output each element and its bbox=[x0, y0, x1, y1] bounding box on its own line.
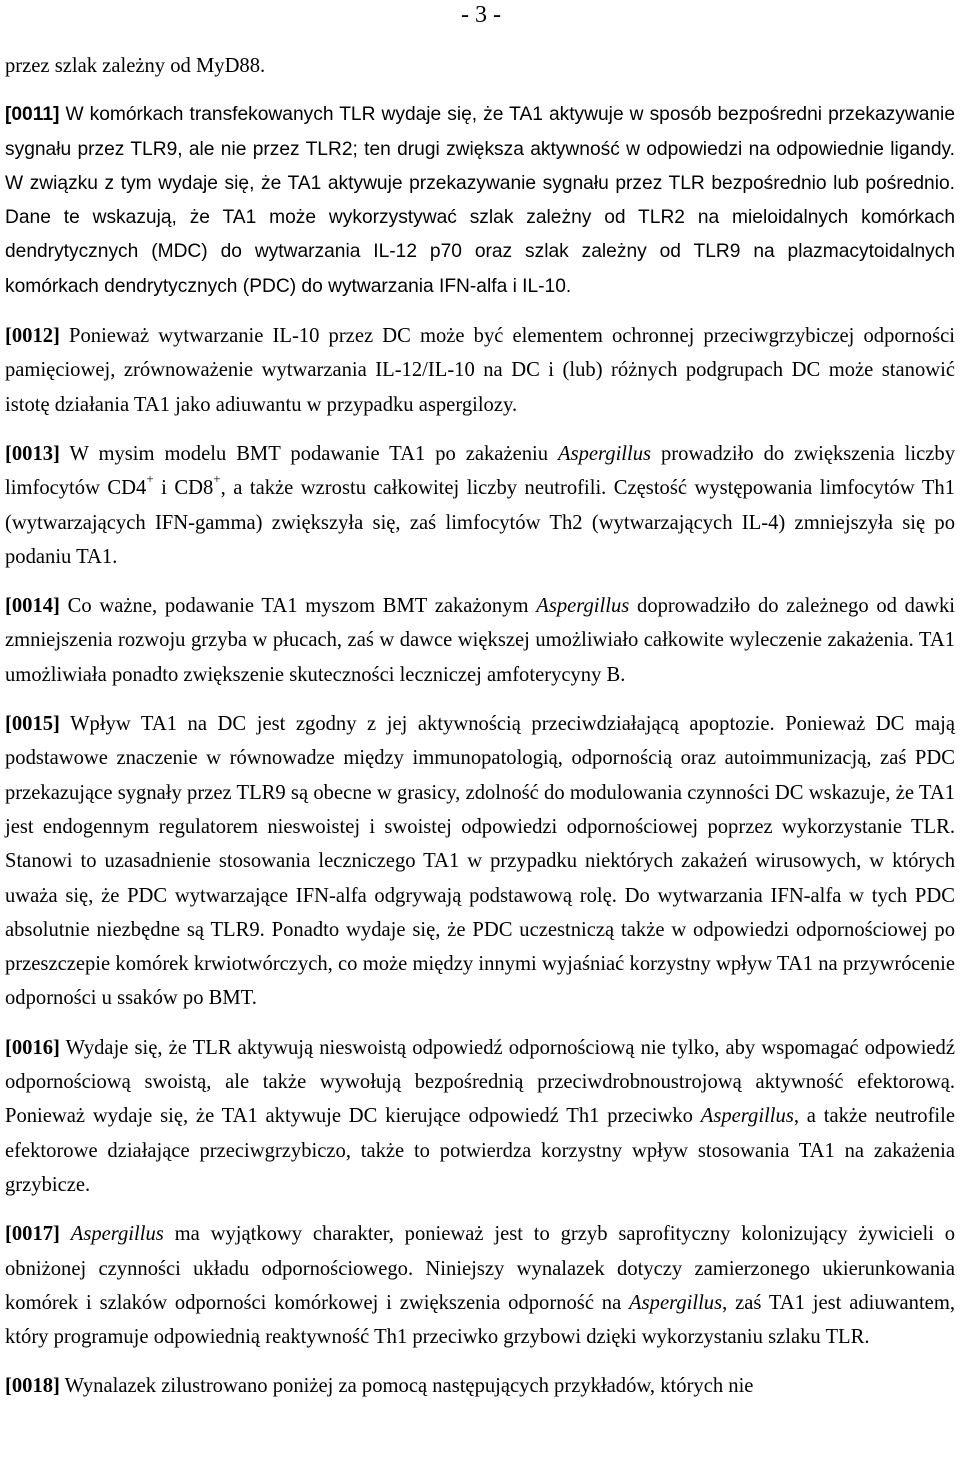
paragraph-number: [0012] bbox=[5, 325, 60, 348]
paragraph-0011 bbox=[5, 98, 955, 304]
paragraph-number: [0018] bbox=[5, 1375, 60, 1398]
paragraph-continuation bbox=[5, 49, 955, 83]
paragraph-0017 bbox=[5, 1217, 955, 1354]
paragraph-text: , a także wzrostu całkowitej liczby neutrofili. Częstość występowania limfocytów Th1 (wytwarzających IFN-gamma) zwiększyła się, zaś limfocytów Th2 (wytwarzających IL-4) zmniejszyła się po podaniu TA1. bbox=[5, 477, 955, 568]
paragraph-text: Co ważne, podawanie TA1 myszom BMT zakażonym bbox=[59, 595, 537, 618]
paragraph-0013 bbox=[5, 437, 955, 574]
document-body bbox=[5, 49, 955, 1419]
paragraph-text: , zaś TA1 jest adiuwantem, który programuje odpowiednią reaktywność Th1 przeciwko grzybowi dzięki wykorzystaniu szlaku TLR. bbox=[5, 1291, 955, 1349]
paragraph-text bbox=[60, 1223, 71, 1245]
superscript: + bbox=[146, 471, 154, 487]
italic-term: Aspergillus bbox=[558, 442, 652, 465]
paragraph-0015 bbox=[5, 707, 955, 1016]
paragraph-number: [0017] bbox=[5, 1223, 60, 1246]
paragraph-text: Wynalazek zilustrowano poniżej za pomocą następujących przykładów, których nie bbox=[59, 1375, 754, 1398]
paragraph-text: i CD8 bbox=[153, 477, 214, 500]
italic-term: Aspergillus bbox=[70, 1223, 164, 1246]
page-number: - 3 - bbox=[461, 2, 501, 28]
paragraph-0014 bbox=[5, 589, 955, 692]
paragraph-text: ma wyjątkowy charakter, ponieważ jest to grzyb saprofityczny kolonizujący żywicieli o obniżonej czynności układu odpornościowego. Niniejszy wynalazek dotyczy zamierzonego ukierunkowania komórek i szlaków odporności komórkowej i zwiększenia odporność na bbox=[5, 1223, 956, 1314]
paragraph-0018 bbox=[5, 1369, 955, 1403]
paragraph-number: [0013] bbox=[5, 442, 60, 465]
paragraph-text: W komórkach transfekowanych TLR wydaje się, że TA1 aktywuje w sposób bezpośredni przekazywanie sygnału przez TLR9, ale nie przez TLR2; ten drugi zwiększa aktywność w odpowiedzi na odpowiednie ligandy. W związku z tym wydaje się, że TA1 aktywuje przekazywanie sygnału przez TLR bezpośrednio lub pośrednio. Dane te wskazują, że TA1 może wykorzystywać szlak zależny od TLR2 na mieloidalnych komórkach dendrytycznych (MDC) do wytwarzania IL-12 p70 oraz szlak zależny od TLR9 na plazmacytoidalnych komórkach dendrytycznych (PDC) do wytwarzania IFN-alfa i IL-10. bbox=[5, 104, 955, 297]
paragraph-number: [0011] bbox=[5, 104, 60, 126]
paragraph-text: doprowadziło do zależnego od dawki zmniejszenia rozwoju grzyba w płucach, zaś w dawce większej umożliwiało całkowite wyleczenie zakażenia. TA1 umożliwiała ponadto zwiększenie skuteczności leczniczej amfoterycyny B. bbox=[5, 595, 955, 686]
paragraph-number: [0015] bbox=[5, 713, 60, 736]
paragraph-text: Ponieważ wytwarzanie IL-10 przez DC może być elementem ochronnej przeciwgrzybiczej odporności pamięciowej, zrównoważenie wytwarzania IL-12/IL-10 na DC i (lub) różnych podgrupach DC może stanowić istotę działania TA1 jako adiuwantu w przypadku aspergilozy. bbox=[5, 325, 955, 416]
italic-term: Aspergillus bbox=[536, 595, 630, 618]
paragraph-0012 bbox=[5, 319, 955, 422]
paragraph-number: [0016] bbox=[5, 1036, 60, 1059]
paragraph-text: , a także neutrofile efektorowe działające przeciwgrzybiczo, także to potwierdza korzystny wpływ stosowania TA1 na zakażenia grzybicze. bbox=[5, 1105, 956, 1196]
italic-term: Aspergillus bbox=[700, 1105, 794, 1128]
paragraph-text: Wydaje się, że TLR aktywują nieswoistą odpowiedź odpornościową nie tylko, aby wspomagać odpowiedź odpornościową swoistą, ale także wywołują bezpośrednią przeciwdrobnoustrojową aktywność efektorową. Ponieważ wydaje się, że TA1 aktywuje DC kierujące odpowiedź Th1 przeciwko bbox=[5, 1036, 955, 1128]
paragraph-text: przez szlak zależny od MyD88. bbox=[5, 55, 266, 77]
paragraph-number: [0014] bbox=[5, 595, 60, 618]
superscript: + bbox=[213, 471, 221, 487]
paragraph-text: prowadziło do zwiększenia liczby limfocytów CD4 bbox=[5, 442, 955, 500]
paragraph-text: Wpływ TA1 na DC jest zgodny z jej aktywnością przeciwdziałającą apoptozie. Ponieważ DC mają podstawowe znaczenie w równowadze między immunopatologią, odpornością oraz autoimmunizacją, zaś PDC przekazujące sygnały przez TLR9 są obecne w grasicy, zdolność do modulowania czynności DC wskazuje, że TA1 jest endogennym regulatorem nieswoistej i swoistej odpowiedzi odpornościowej poprzez wykorzystanie TLR. Stanowi to uzasadnienie stosowania leczniczego TA1 w przypadku niektórych zakażeń wirusowych, w których uważa się, że PDC wytwarzające IFN-alfa odgrywają podstawową rolę. Do wytwarzania IFN-alfa w tych PDC absolutnie niezbędne są TLR9. Ponadto wydaje się, że PDC uczestniczą także w odpowiedzi odpornościowej po przeszczepie komórek krwiotwórczych, co może między innymi wyjaśniać korzystny wpływ TA1 na przywrócenie odporności u ssaków po BMT. bbox=[5, 713, 955, 1010]
paragraph-0016 bbox=[5, 1031, 955, 1202]
italic-term: Aspergillus bbox=[629, 1291, 723, 1314]
paragraph-text: W mysim modelu BMT podawanie TA1 po zakażeniu bbox=[59, 442, 558, 465]
